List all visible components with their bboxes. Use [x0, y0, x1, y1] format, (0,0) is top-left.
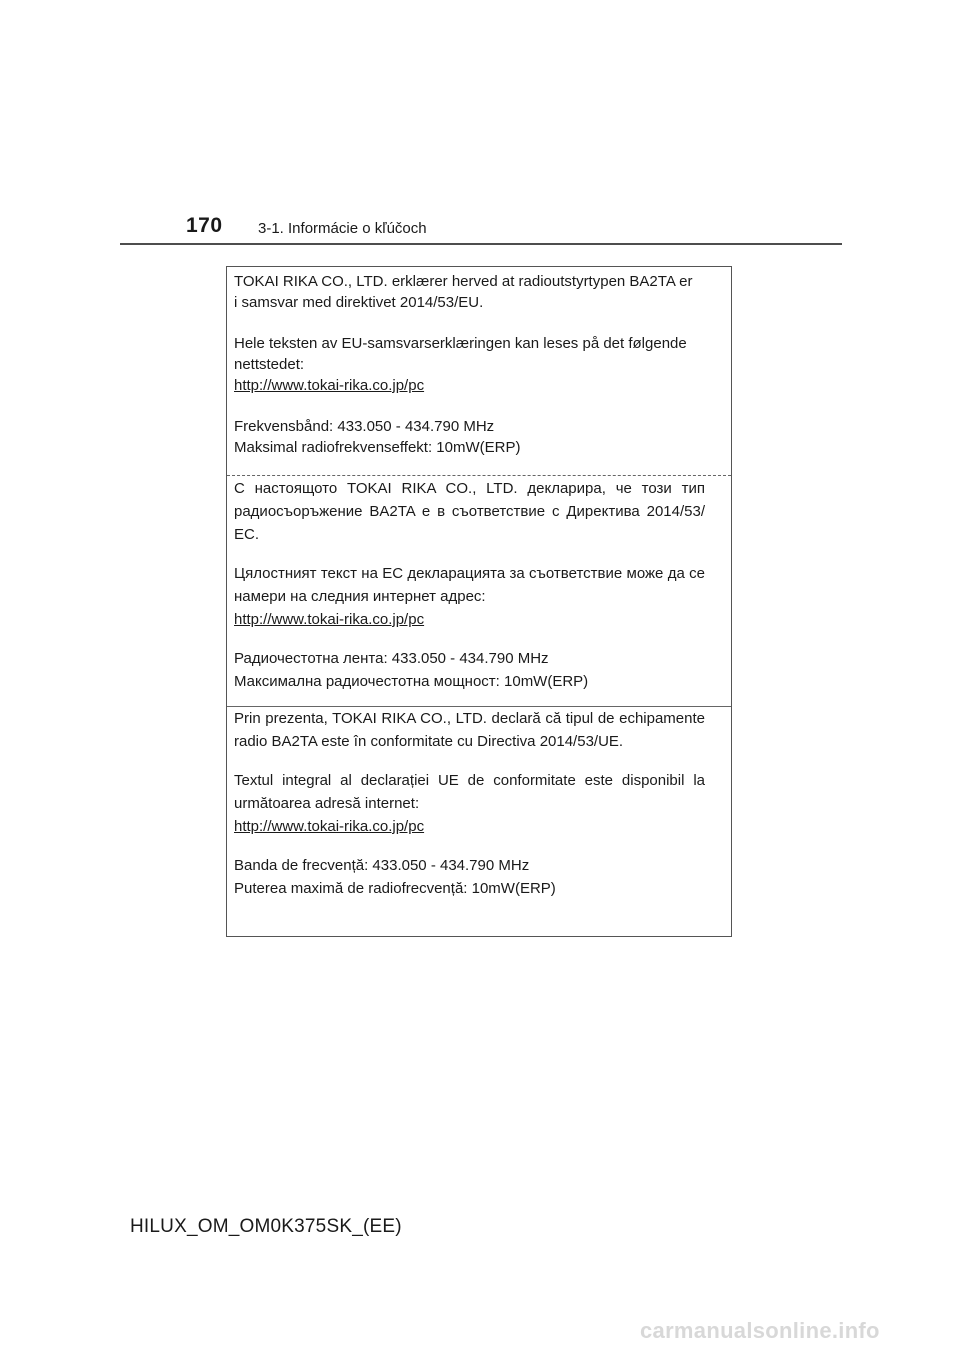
header-rule	[120, 243, 842, 245]
url-link[interactable]: http://www.tokai-rika.co.jp/pc	[234, 377, 425, 394]
declaration-paragraph: С настоящото TOKAI RIKA CO., LTD. декларира, че този тип радиосъоръжение BA2TA е в съответствие с Директива 2014/53/ЕС.	[234, 480, 705, 543]
section-romanian	[227, 707, 731, 935]
url-link[interactable]: http://www.tokai-rika.co.jp/pc	[234, 818, 425, 835]
page-number: 170	[186, 214, 223, 237]
declaration-line: i samsvar med direktivet 2014/53/EU.	[234, 294, 484, 311]
declaration-paragraph	[234, 271, 705, 313]
declaration-paragraph: Prin prezenta, TOKAI RIKA CO., LTD. declară că tipul de echipamente radio BA2TA este în conformitate cu Directiva 2014/53/UE.	[234, 710, 705, 750]
fulltext-text: Цялостният текст на ЕС декларацията за съответствие може да се намери на следния интернет адрес:	[234, 565, 705, 605]
divider-dashed	[227, 475, 731, 476]
power-line: Maksimal radiofrekvenseffekt: 10mW(ERP)	[234, 439, 521, 456]
fulltext-text: Textul integral al declarației UE de conformitate este disponibil la următoarea adresă internet:	[234, 772, 705, 812]
section-bulgarian	[227, 477, 731, 705]
fulltext-paragraph	[234, 562, 705, 631]
declaration-line: TOKAI RIKA CO., LTD. erklærer herved at radioutstyrtypen BA2TA er	[234, 273, 693, 290]
section-norwegian	[227, 271, 731, 475]
section-title: 3-1. Informácie o kľúčoch	[258, 220, 427, 237]
watermark: carmanualsonline.info	[640, 1318, 880, 1343]
fulltext-line: Hele teksten av EU-samsvarserklæringen kan leses på det følgende	[234, 335, 687, 352]
fulltext-paragraph	[234, 769, 705, 838]
fulltext-line: nettstedet:	[234, 356, 305, 373]
frequency-line: Frekvensbånd: 433.050 - 434.790 MHz	[234, 418, 495, 435]
document-code: HILUX_OM_OM0K375SK_(EE)	[130, 1216, 402, 1237]
spec-paragraph	[234, 647, 705, 693]
spec-paragraph	[234, 854, 705, 900]
fulltext-paragraph	[234, 333, 705, 396]
power-line: Puterea maximă de radiofrecvență: 10mW(ERP)	[234, 880, 556, 897]
frequency-line: Banda de frecvență: 433.050 - 434.790 MHz	[234, 857, 530, 874]
url-link[interactable]: http://www.tokai-rika.co.jp/pc	[234, 611, 425, 628]
frequency-line: Радиочестотна лента: 433.050 - 434.790 MHz	[234, 650, 549, 667]
notice-box	[226, 266, 732, 937]
power-line: Максимална радиочестотна мощност: 10mW(ERP)	[234, 673, 589, 690]
spec-paragraph	[234, 416, 705, 458]
